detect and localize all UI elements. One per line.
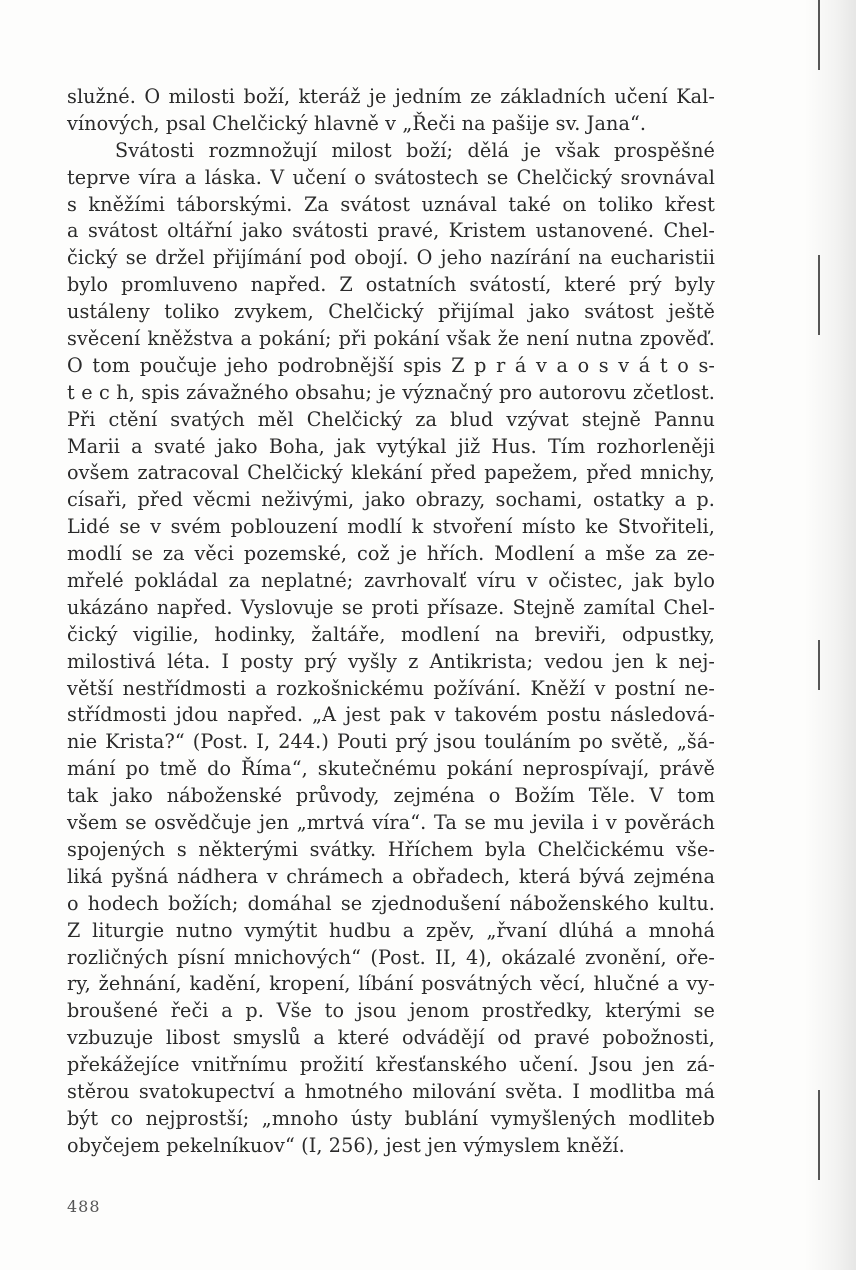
- text-line: překážejíce vnitřnímu prožití křesťanského učení. Jsou jen zá-: [67, 1053, 715, 1077]
- text-line: ry, žehnání, kadění, kropení, líbání posvátných věcí, hlučné a vy-: [67, 972, 715, 996]
- text-line: ovšem zatracoval Chelčický klekání před papežem, před mnichy,: [67, 461, 715, 485]
- text-line: nie Krista?“ (Post. I, 244.) Pouti prý jsou touláním po světě, „šá-: [67, 730, 715, 754]
- text-line: modlí se za věci pozemské, což je hřích. Modlení a mše za ze-: [67, 542, 715, 566]
- text-line: tak jako náboženské průvody, zejména o Božím Těle. V tom: [67, 784, 715, 808]
- text-line: čický se držel přijímání pod obojí. O jeho nazírání na eucharistii: [67, 246, 715, 270]
- text-line: vínových, psal Chelčický hlavně v „Řeči na pašije sv. Jana“.: [67, 111, 647, 135]
- text-line: broušené řeči a p. Vše to jsou jenom prostředky, kterými se: [67, 999, 715, 1023]
- page-edge-line: [818, 255, 820, 335]
- text-line: Svátosti rozmnožují milost boží; dělá je však prospěšné: [115, 138, 715, 162]
- text-line: teprve víra a láska. V učení o svátostech se Chelčický srovnával: [67, 165, 715, 189]
- text-line: mání po tmě do Říma“, skutečnému pokání neprospívají, právě: [67, 757, 715, 781]
- text-line: spojených s některými svátky. Hříchem byla Chelčickému vše-: [67, 837, 715, 861]
- text-line: O tom poučuje jeho podrobnější spis Z p r á v a o s v á t o s-: [67, 353, 715, 377]
- text-line: stěrou svatokupectví a hmotného milování světa. I modlitba má: [67, 1079, 715, 1103]
- text-line: všem se osvědčuje jen „mrtvá víra“. Ta se mu jevila i v pověrách: [67, 811, 715, 835]
- text-line: ukázáno napřed. Vyslovuje se proti přísaze. Stejně zamítal Chel-: [67, 595, 715, 619]
- text-line: střídmosti jdou napřed. „A jest pak v takovém postu následová-: [67, 703, 715, 727]
- text-line: vzbuzuje libost smyslů a které odvádějí od pravé pobožnosti,: [67, 1026, 715, 1050]
- page-edge-line: [818, 640, 820, 690]
- text-line: Při ctění svatých měl Chelčický za blud vzývat stejně Pannu: [67, 407, 715, 431]
- text-line: služné. O milosti boží, kteráž je jedním ze základních učení Kal-: [67, 85, 715, 108]
- text-line: Lidé se v svém poblouzení modlí k stvoření místo ke Stvořiteli,: [67, 515, 715, 539]
- body-text: [67, 84, 715, 1160]
- text-line: t e c h, spis závažného obsahu; je význačný pro autorovu zčetlost.: [67, 380, 715, 404]
- text-line: císaři, před věcmi neživými, jako obrazy, sochami, ostatky a p.: [67, 488, 715, 512]
- page-edge-shadow: [804, 0, 856, 1270]
- text-line: bylo promluveno napřed. Z ostatních svátostí, které prý byly: [67, 273, 715, 297]
- text-line: Marii a svaté jako Boha, jak vytýkal již Hus. Tím rozhorleněji: [67, 434, 715, 458]
- text-line: ustáleny toliko zvykem, Chelčický přijímal jako svátost ještě: [67, 300, 715, 324]
- text-line: Z liturgie nutno vymýtit hudbu a zpěv, „řvaní dlúhá a mnohá: [67, 918, 715, 942]
- text-line: větší nestřídmosti a rozkošnickému požívání. Kněží v postní ne-: [67, 676, 715, 700]
- text-line: mřelé pokládal za neplatné; zavrhovalť víru v očistec, jak bylo: [67, 569, 715, 593]
- page-edge-line: [818, 1090, 820, 1180]
- text-line: milostivá léta. I posty prý vyšly z Antikrista; vedou jen k nej-: [67, 649, 715, 673]
- text-line: s kněžími táborskými. Za svátost uznával také on toliko křest: [67, 192, 715, 216]
- text-line: a svátost oltářní jako svátosti pravé, Kristem ustanovené. Chel-: [67, 219, 715, 243]
- text-line: rozličných písní mnichových“ (Post. II, 4), okázalé zvonění, oře-: [67, 945, 715, 969]
- text-line: o hodech božích; domáhal se zjednodušení náboženského kultu.: [67, 891, 715, 915]
- text-line: liká pyšná nádhera v chrámech a obřadech, která bývá zejména: [67, 864, 715, 888]
- text-line: čický vigilie, hodinky, žaltáře, modlení na breviři, odpustky,: [67, 622, 715, 646]
- page-number: 488: [67, 1197, 101, 1216]
- text-line: svěcení kněžstva a pokání; při pokání však že není nutna zpověď.: [67, 327, 715, 351]
- text-line: obyčejem pekelníkuov“ (I, 256), jest jen výmyslem kněží.: [67, 1133, 625, 1157]
- text-line: být co nejprostší; „mnoho ústy bublání vymyšlených modliteb: [67, 1106, 715, 1130]
- page-edge-line: [818, 0, 820, 70]
